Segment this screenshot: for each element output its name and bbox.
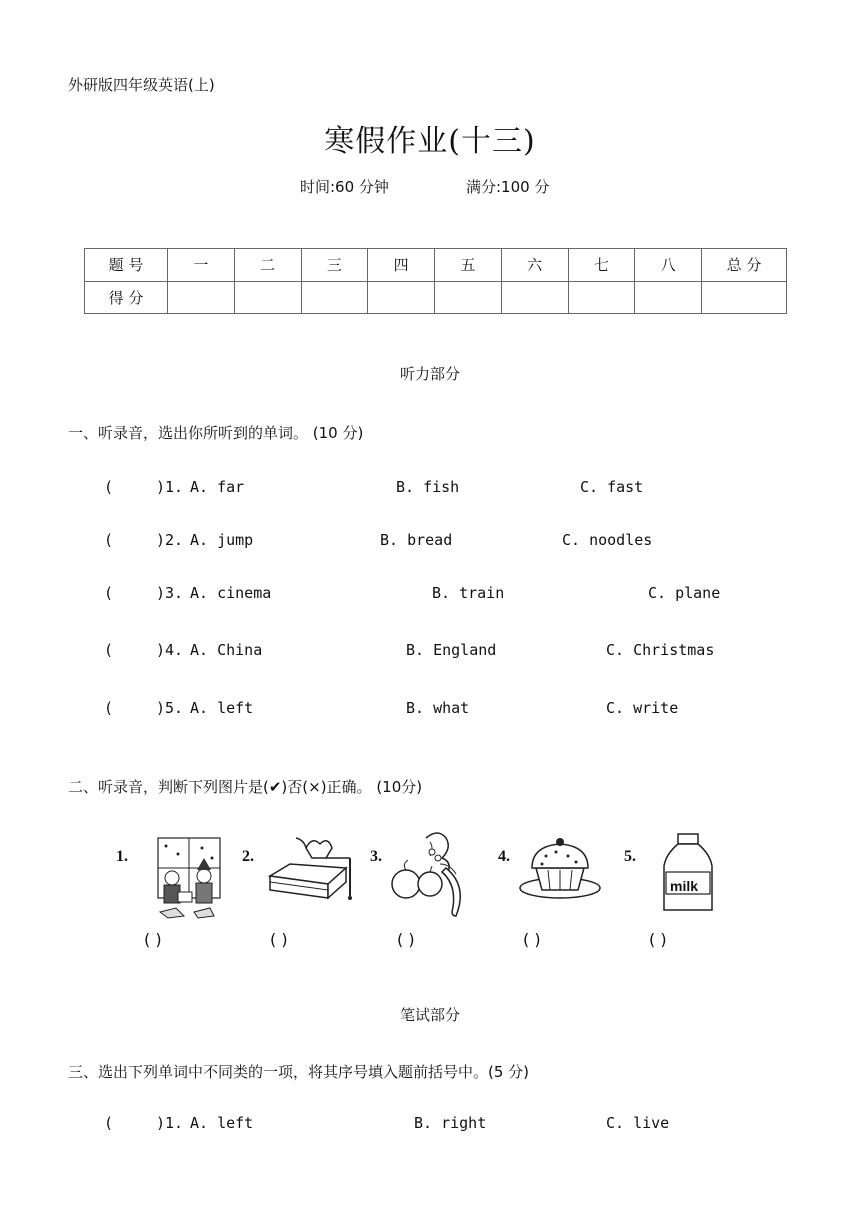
milk-label: milk xyxy=(670,878,699,894)
option-c: C. live xyxy=(606,1114,670,1132)
table-cell: 得 分 xyxy=(85,281,168,314)
picture-number: 5. xyxy=(624,848,636,865)
answer-paren[interactable]: ( xyxy=(104,699,114,717)
score-cell[interactable] xyxy=(435,281,502,314)
score-cell[interactable] xyxy=(501,281,568,314)
score-cell[interactable] xyxy=(368,281,435,314)
question-row xyxy=(104,584,804,604)
section-title-written: 笔试部分 xyxy=(399,1006,460,1024)
answer-paren[interactable]: ( xyxy=(104,641,114,659)
section-title-listening: 听力部分 xyxy=(399,365,460,383)
question-row xyxy=(104,699,804,719)
page-title: 寒假作业(十三) xyxy=(324,124,536,159)
snow-scene-children-icon xyxy=(154,834,224,920)
question-number: )1. xyxy=(156,478,184,496)
score-table xyxy=(84,248,787,314)
picture-item-4 xyxy=(498,828,618,918)
table-cell: 四 xyxy=(368,249,435,282)
cupcake-icon xyxy=(518,834,602,902)
question-number: )2. xyxy=(156,531,184,549)
score-table-score-row xyxy=(85,281,787,314)
question-2-heading: 二、听录音，判断下列图片是(✔)否(×)正确。 (10分) xyxy=(68,778,423,796)
option-b: B. bread xyxy=(380,531,453,549)
table-cell: 总 分 xyxy=(702,249,787,282)
option-b: B. England xyxy=(406,641,497,659)
option-c: C. plane xyxy=(648,584,721,602)
question-1-heading: 一、听录音，选出你所听到的单词。 (10 分) xyxy=(68,424,364,442)
option-b: B. train xyxy=(432,584,505,602)
question-row xyxy=(104,641,804,661)
option-a: A. cinema xyxy=(190,584,272,602)
bed-icon xyxy=(266,832,358,912)
answer-paren[interactable]: ( ) xyxy=(397,930,415,949)
picture-number: 2. xyxy=(242,848,254,865)
option-a: A. China xyxy=(190,641,263,659)
table-cell: 五 xyxy=(435,249,502,282)
question-number: )1. xyxy=(156,1114,184,1132)
picture-item-5 xyxy=(624,828,724,918)
option-a: A. left xyxy=(190,699,254,717)
question-3-heading: 三、选出下列单词中不同类的一项，将其序号填入题前括号中。(5 分) xyxy=(68,1063,530,1081)
answer-paren[interactable]: ( xyxy=(104,478,114,496)
table-cell: 一 xyxy=(168,249,235,282)
table-cell: 题 号 xyxy=(85,249,168,282)
option-a: A. jump xyxy=(190,531,254,549)
picture-number: 4. xyxy=(498,848,510,865)
score-cell[interactable] xyxy=(702,281,787,314)
answer-paren[interactable]: ( xyxy=(104,1114,114,1132)
question-number: )3. xyxy=(156,584,184,602)
question-number: )5. xyxy=(156,699,184,717)
table-cell: 二 xyxy=(234,249,301,282)
score-cell[interactable] xyxy=(301,281,368,314)
score-table-header-row xyxy=(85,249,787,282)
table-cell: 八 xyxy=(635,249,702,282)
option-c: C. noodles xyxy=(562,531,653,549)
question-row xyxy=(104,531,804,551)
option-b: B. right xyxy=(414,1114,487,1132)
header-note: 外研版四年级英语(上) xyxy=(68,76,215,94)
answer-paren[interactable]: ( xyxy=(104,531,114,549)
answer-paren[interactable]: ( ) xyxy=(270,930,288,949)
picture-number: 3. xyxy=(370,848,382,865)
score-cell[interactable] xyxy=(568,281,635,314)
question-row xyxy=(104,1114,804,1134)
picture-item-1 xyxy=(116,828,226,918)
picture-item-3 xyxy=(370,828,490,918)
question-number: )4. xyxy=(156,641,184,659)
option-b: B. what xyxy=(406,699,470,717)
score-label: 满分:100 分 xyxy=(466,178,550,196)
score-cell[interactable] xyxy=(168,281,235,314)
answer-paren[interactable]: ( ) xyxy=(144,930,162,949)
score-cell[interactable] xyxy=(234,281,301,314)
table-cell: 七 xyxy=(568,249,635,282)
option-c: C. fast xyxy=(580,478,644,496)
option-a: A. left xyxy=(190,1114,254,1132)
fruits-icon xyxy=(386,828,476,918)
option-a: A. far xyxy=(190,478,245,496)
question-row xyxy=(104,478,804,498)
picture-number: 1. xyxy=(116,848,128,865)
milk-bottle-icon xyxy=(660,832,716,914)
table-cell: 三 xyxy=(301,249,368,282)
option-c: C. write xyxy=(606,699,679,717)
option-c: C. Christmas xyxy=(606,641,715,659)
table-cell: 六 xyxy=(501,249,568,282)
answer-paren[interactable]: ( xyxy=(104,584,114,602)
picture-item-2 xyxy=(242,828,362,918)
option-b: B. fish xyxy=(396,478,460,496)
answer-paren[interactable]: ( ) xyxy=(523,930,541,949)
answer-paren[interactable]: ( ) xyxy=(649,930,667,949)
time-label: 时间:60 分钟 xyxy=(300,178,389,196)
score-cell[interactable] xyxy=(635,281,702,314)
